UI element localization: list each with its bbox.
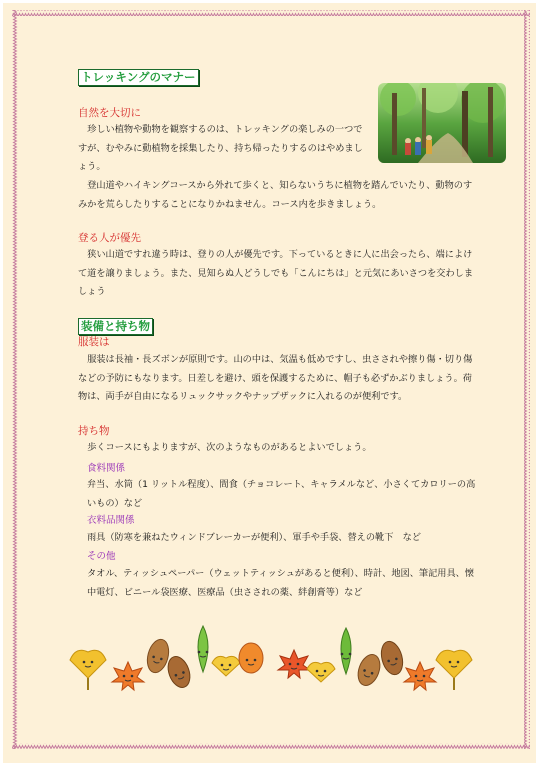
other-list: タオル、ティッシュペーパー（ウェットティッシュがあると便利）、時計、地図、筆記用具、懐中電灯、ビニール袋医療、医療品（虫さされの薬、絆創膏等）など [87, 568, 475, 598]
items-intro: 歩くコースにもよりますが、次のようなものがあるとよいでしょう。 [87, 442, 372, 453]
items-subheading: 持ち物 [78, 425, 110, 437]
priority-paragraph: 狭い山道ですれ違う時は、登りの人が優先です。下っているときに人に出会ったら、端によけて道を譲りましょう。また、見知らぬ人どうしでも「こんにちは」と元気にあいさつを交わしましょう [78, 249, 474, 297]
clothes-category: 衣料品関係 [87, 515, 135, 526]
autumn-leaves-illustration [66, 620, 478, 696]
forest-trekking-photo [378, 83, 506, 163]
clothing-paragraph: 服装は長袖・長ズボンが原則です。山の中は、気温も低めですし、虫さされや擦り傷・切り傷などの予防にもなります。日差しを避け、頭を保護するために、帽子も必ずかぶりましょう。荷物は、両手が自由になるリュックサックやナップザックに入れるのが便利です。 [78, 354, 473, 402]
equipment-heading: 装備と持ち物 [78, 318, 153, 335]
nature-paragraph-2: 登山道やハイキングコースから外れて歩くと、知らないうちに植物を踏んでいたり、動物のすみかを荒らしたりすることになりかねません。コース内を歩きましょう。 [78, 180, 473, 210]
clothes-list: 雨具（防寒を兼ねたウィンドブレーカーが便利）、軍手や手袋、替えの靴下 など [87, 532, 421, 543]
clothing-subheading: 服装は [78, 336, 110, 348]
food-category: 食料関係 [87, 463, 126, 474]
nature-paragraph-1: 珍しい植物や動物を観察するのは、トレッキングの楽しみの一つですが、むやみに動植物を採集したり、持ち帰ったりするのはやめましょう。 [78, 124, 363, 172]
priority-subheading: 登る人が優先 [78, 232, 141, 244]
nature-subheading: 自然を大切に [78, 107, 141, 119]
food-list: 弁当、水筒（1 リットル程度）、間食（チョコレート、キャラメルなど、小さくてカロリーの高いもの）など [87, 479, 476, 509]
manners-heading: トレッキングのマナー [78, 69, 199, 86]
other-category: その他 [87, 551, 116, 562]
